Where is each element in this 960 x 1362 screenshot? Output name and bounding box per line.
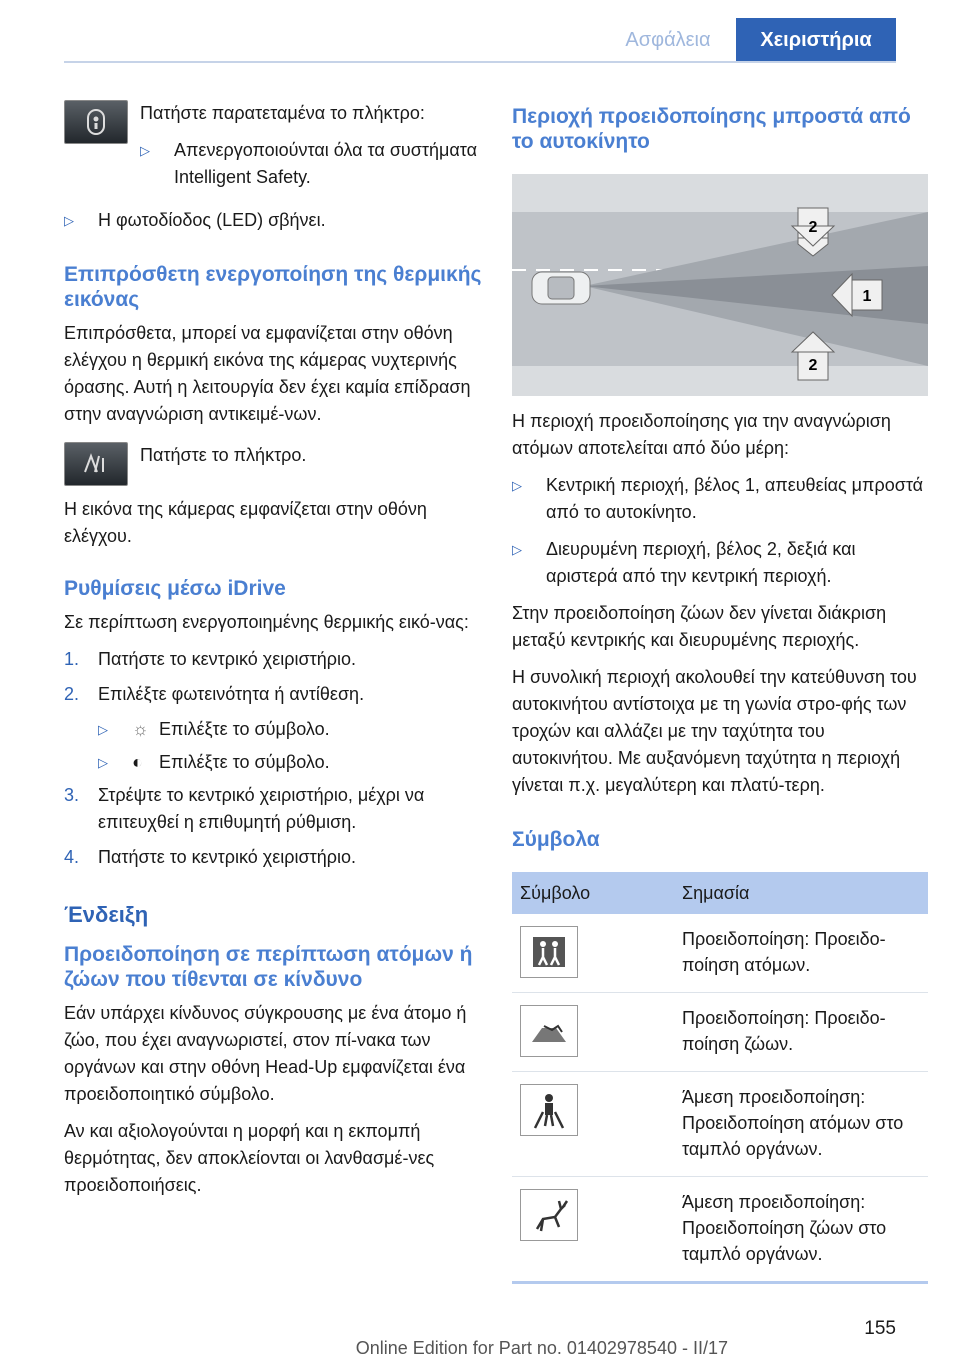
header-tab-safety[interactable]: Ασφάλεια [625, 28, 711, 51]
symbols-table [512, 872, 928, 1284]
step-2-number: 2. [64, 684, 80, 704]
press-button-text: Πατήστε το πλήκτρο. [140, 445, 307, 465]
header-meaning: Σημασία [674, 872, 928, 914]
step-1-text: Πατήστε το κεντρικό χειριστήριο. [98, 649, 356, 669]
contrast-icon: ◐ [132, 752, 143, 772]
press-hold-text: Πατήστε παρατεταμένα το πλήκτρο: [140, 103, 425, 123]
press-hold-row [64, 100, 482, 197]
warning-heading: Προειδοποίηση σε περίπτωση ατόμων ή ζώων που τίθενται σε κίνδυνο [64, 943, 473, 991]
extra-thermal-text: Επιπρόσθετα, μπορεί να εμφανίζεται στην οθόνη ελέγχου η θερμική εικόνα της κάμερας νυχτερινής όρασης. Αυτή η λειτουργία δεν έχει καμία επίδραση στην αναγνώριση αντικειμέ-νων. [64, 323, 471, 424]
total-area-text: Η συνολική περιοχή ακολουθεί την κατεύθυνση του αυτοκινήτου αντίστοιχα με τη γωνία στρο-φής των τροχών και αλλάζει με την ταχύτητα του αυτοκινήτου. Με αυξανόμενη ταχύτητα η περιοχή γίνεται π.χ. μεγαλύτερη και πλατύ-τερη. [512, 667, 917, 795]
contrast-text: Επιλέξτε το σύμβολο. [159, 752, 330, 772]
area-bullet-1-text: Κεντρική περιοχή, βέλος 1, απευθείας μπροστά από το αυτοκίνητο. [546, 475, 924, 522]
right-column [512, 100, 930, 1284]
step-1 [64, 646, 482, 673]
area-bullet-1: ▷ Κεντρική περιοχή, βέλος 1, απευθείας μπροστά από το αυτοκίνητο. [512, 475, 924, 522]
disable-all-text: Απενεργοποιούνται όλα τα συστήματα Intelligent Safety. [174, 140, 478, 187]
page-number: 155 [864, 1318, 896, 1339]
table-row [512, 1177, 928, 1283]
warning-text-1: Εάν υπάρχει κίνδυνος σύγκρουσης με ένα άτομο ή ζώο, που έχει αναγνωριστεί, στον πί-νακα των οργάνων και στην οθόνη Head-Up εμφανίζεται ένα προειδοποιητικό σύμβολο. [64, 1003, 467, 1104]
header-divider [64, 61, 896, 63]
diagram-label-2-top: 2 [808, 219, 818, 236]
step-2-text: Επιλέξτε φωτεινότητα ή αντίθεση. [98, 684, 365, 704]
deer-acute-warning-icon [520, 1189, 578, 1241]
led-off-item: ▷ Η φωτοδίοδος (LED) σβήνει. [64, 210, 326, 230]
table-row [512, 993, 928, 1072]
idrive-intro: Σε περίπτωση ενεργοποιημένης θερμικής εικό-νας: [64, 612, 469, 632]
warning-area-diagram [512, 174, 928, 396]
pedestrians-warning-icon [520, 926, 578, 978]
animal-area-text: Στην προειδοποίηση ζώων δεν γίνεται διάκριση μεταξύ κεντρικής και διευρυμένης περιοχής. [512, 603, 887, 650]
warning-area-heading: Περιοχή προειδοποίησης μπροστά από το αυτοκίνητο [512, 105, 911, 153]
warning-text-2: Αν και αξιολογούνται η μορφή και η εκπομπή θερμότητας, δεν αποκλείονται οι λανθασμέ-νες προειδοποιήσεις. [64, 1121, 435, 1195]
step-1-number: 1. [64, 649, 80, 669]
extra-thermal-heading: Επιπρόσθετη ενεργοποίηση της θερμικής εικόνας [64, 263, 482, 311]
night-vision-button-icon [64, 442, 128, 486]
step-3-number: 3. [64, 785, 80, 805]
camera-image-text: Η εικόνα της κάμερας εμφανίζεται στην οθόνη ελέγχου. [64, 499, 427, 546]
area-bullet-2: ▷ Διευρυμένη περιοχή, βέλος 2, δεξιά και αριστερά από την κεντρική περιοχή. [512, 539, 856, 586]
edition-text: Online Edition for Part no. 01402978540 - II/17 [355, 1338, 728, 1358]
diagram-label-1: 1 [862, 288, 872, 305]
header-symbol: Σύμβολο [512, 872, 674, 914]
row-1-meaning: Προειδοποίηση: Προειδο-ποίηση ατόμων. [674, 914, 928, 993]
step-3 [64, 782, 482, 836]
header-tab-controls[interactable]: Χειριστήρια [736, 18, 896, 62]
step-4 [64, 844, 482, 871]
person-acute-warning-icon [520, 1084, 578, 1136]
row-3-meaning: Άμεση προειδοποίηση: Προειδοποίηση ατόμων στο ταμπλό οργάνων. [674, 1072, 928, 1177]
table-row [512, 914, 928, 993]
step-4-text: Πατήστε το κεντρικό χειριστήριο. [98, 847, 356, 867]
disable-all-item: ▷ Απενεργοποιούνται όλα τα συστήματα Intelligent Safety. [140, 140, 478, 187]
diagram-label-2-bottom: 2 [808, 357, 818, 374]
animal-warning-icon [520, 1005, 578, 1057]
table-header-row [512, 872, 928, 914]
display-heading: Ένδειξη [64, 902, 149, 927]
step-3-text: Στρέψτε το κεντρικό χειριστήριο, μέχρι να επιτευχθεί η επιθυμητή ρύθμιση. [98, 785, 425, 832]
row-4-meaning: Άμεση προειδοποίηση: Προειδοποίηση ζώων στο ταμπλό οργάνων. [674, 1177, 928, 1283]
intelligent-safety-button-icon [64, 100, 128, 144]
table-row [512, 1072, 928, 1177]
area-intro: Η περιοχή προειδοποίησης για την αναγνώριση ατόμων αποτελείται από δύο μέρη: [512, 411, 891, 458]
symbols-heading: Σύμβολα [512, 828, 600, 851]
idrive-heading: Ρυθμίσεις μέσω iDrive [64, 577, 286, 600]
brightness-text: Επιλέξτε το σύμβολο. [159, 719, 330, 739]
row-2-meaning: Προειδοποίηση: Προειδο-ποίηση ζώων. [674, 993, 928, 1072]
step-4-number: 4. [64, 847, 80, 867]
left-column [64, 100, 482, 1209]
area-bullet-2-text: Διευρυμένη περιοχή, βέλος 2, δεξιά και αριστερά από την κεντρική περιοχή. [546, 539, 856, 586]
press-button-row [64, 442, 482, 486]
step-2 [64, 681, 482, 708]
brightness-item: ▷ ☼ Επιλέξτε το σύμβολο. [98, 716, 482, 743]
brightness-icon: ☼ [132, 719, 149, 739]
led-off-text: Η φωτοδίοδος (LED) σβήνει. [98, 210, 326, 230]
contrast-item: ▷ ◐ Επιλέξτε το σύμβολο. [98, 749, 482, 776]
